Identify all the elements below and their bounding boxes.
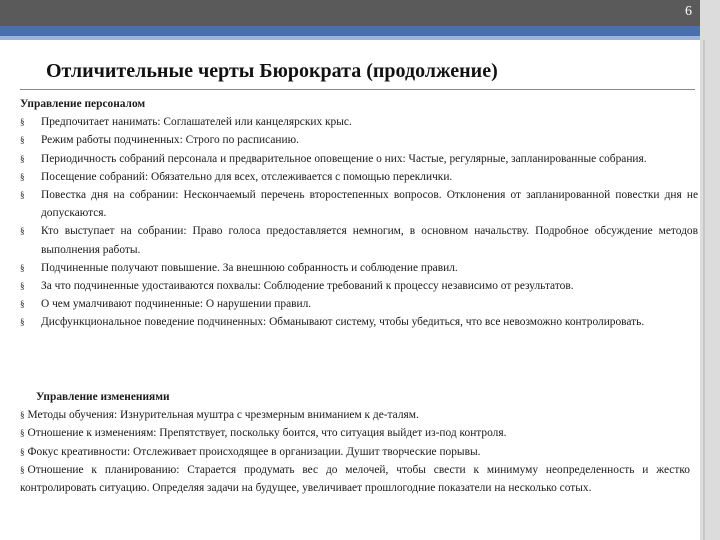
- list-item-text: Периодичность собраний персонала и предварительное оповещение о них: Частые, регулярные, запланированные собрания.: [41, 152, 647, 165]
- list-item: [20, 150, 698, 168]
- list-item-text: Дисфункциональное поведение подчиненных: Обманывают систему, чтобы убедиться, что все невозможно контролировать.: [41, 316, 645, 329]
- bullet-icon: §: [20, 446, 25, 457]
- list-item: [20, 277, 698, 295]
- list-item: [20, 222, 698, 258]
- section-personnel: [20, 95, 698, 332]
- list-item-text: Кто выступает на собрании: Право голоса предоставляется немногим, в основном начальству. Подробное обсуждение методов выполнения работы.: [41, 225, 698, 256]
- slide-title: Отличительные черты Бюрократа (продолжение): [46, 60, 498, 82]
- list-item-text: Методы обучения: Изнурительная муштра с чрезмерным вниманием к де-талям.: [27, 409, 419, 422]
- bullet-list: [20, 406, 690, 497]
- bullet-icon: §: [20, 226, 25, 237]
- bullet-icon: §: [20, 464, 25, 475]
- page-number: 6: [685, 4, 692, 19]
- bullet-icon: §: [20, 117, 25, 128]
- list-item: [20, 259, 698, 277]
- list-item: [20, 461, 690, 497]
- bullet-icon: §: [20, 410, 25, 421]
- list-item-text: Фокус креативности: Отслеживает происходящее в организации. Душит творческие порывы.: [27, 445, 481, 458]
- list-item-text: Повестка дня на собрании: Нескончаемый перечень второстепенных вопросов. Отклонения от запланированной повестки дня не допускаются.: [41, 189, 698, 220]
- bullet-icon: §: [20, 317, 25, 328]
- list-item: [20, 313, 698, 331]
- list-item-text: Посещение собраний: Обязательно для всех, отслеживается с помощью переклички.: [41, 170, 453, 183]
- section-heading: Управление изменениями: [36, 391, 170, 403]
- list-item-text: Отношение к изменениям: Препятствует, поскольку боится, что ситуация выйдет из-под контроля.: [27, 427, 507, 440]
- header-accent-band: [0, 26, 700, 36]
- bullet-icon: §: [20, 299, 25, 310]
- list-item: [20, 295, 698, 313]
- right-side-line: [703, 40, 705, 540]
- title-divider: [20, 89, 695, 90]
- list-item: [20, 168, 698, 186]
- bullet-icon: §: [20, 190, 25, 201]
- list-item: [20, 406, 690, 424]
- list-item: [20, 131, 698, 149]
- list-item: [20, 424, 690, 442]
- list-item: [20, 186, 698, 222]
- list-item-text: Режим работы подчиненных: Строго по расписанию.: [41, 134, 299, 147]
- list-item-text: О чем умалчивают подчиненные: О нарушении правил.: [41, 298, 312, 311]
- header-accent-band-light: [0, 36, 700, 40]
- bullet-icon: §: [20, 135, 25, 146]
- list-item: [20, 443, 690, 461]
- list-item: [20, 113, 698, 131]
- bullet-icon: §: [20, 281, 25, 292]
- bullet-list: [20, 113, 698, 331]
- bullet-icon: §: [20, 428, 25, 439]
- bullet-icon: §: [20, 262, 25, 273]
- bullet-icon: §: [20, 171, 25, 182]
- list-item-text: Подчиненные получают повышение. За внешнюю собранность и соблюдение правил.: [41, 261, 458, 274]
- section-change: [20, 388, 690, 497]
- list-item-text: Отношение к планированию: Старается продумать вес до мелочей, чтобы свести к минимуму неопределенность и жестко контролировать ситуацию. Определяя задачи на будущее, увеличивает прошлогодние показатели на несколько сотых.: [20, 463, 690, 495]
- list-item-text: Предпочитает нанимать: Соглашателей или канцелярских крыс.: [41, 116, 352, 129]
- bullet-icon: §: [20, 153, 25, 164]
- list-item-text: За что подчиненные удостаиваются похвалы: Соблюдение требований к процессу независимо от результатов.: [41, 280, 574, 293]
- section-heading: Управление персоналом: [20, 98, 146, 110]
